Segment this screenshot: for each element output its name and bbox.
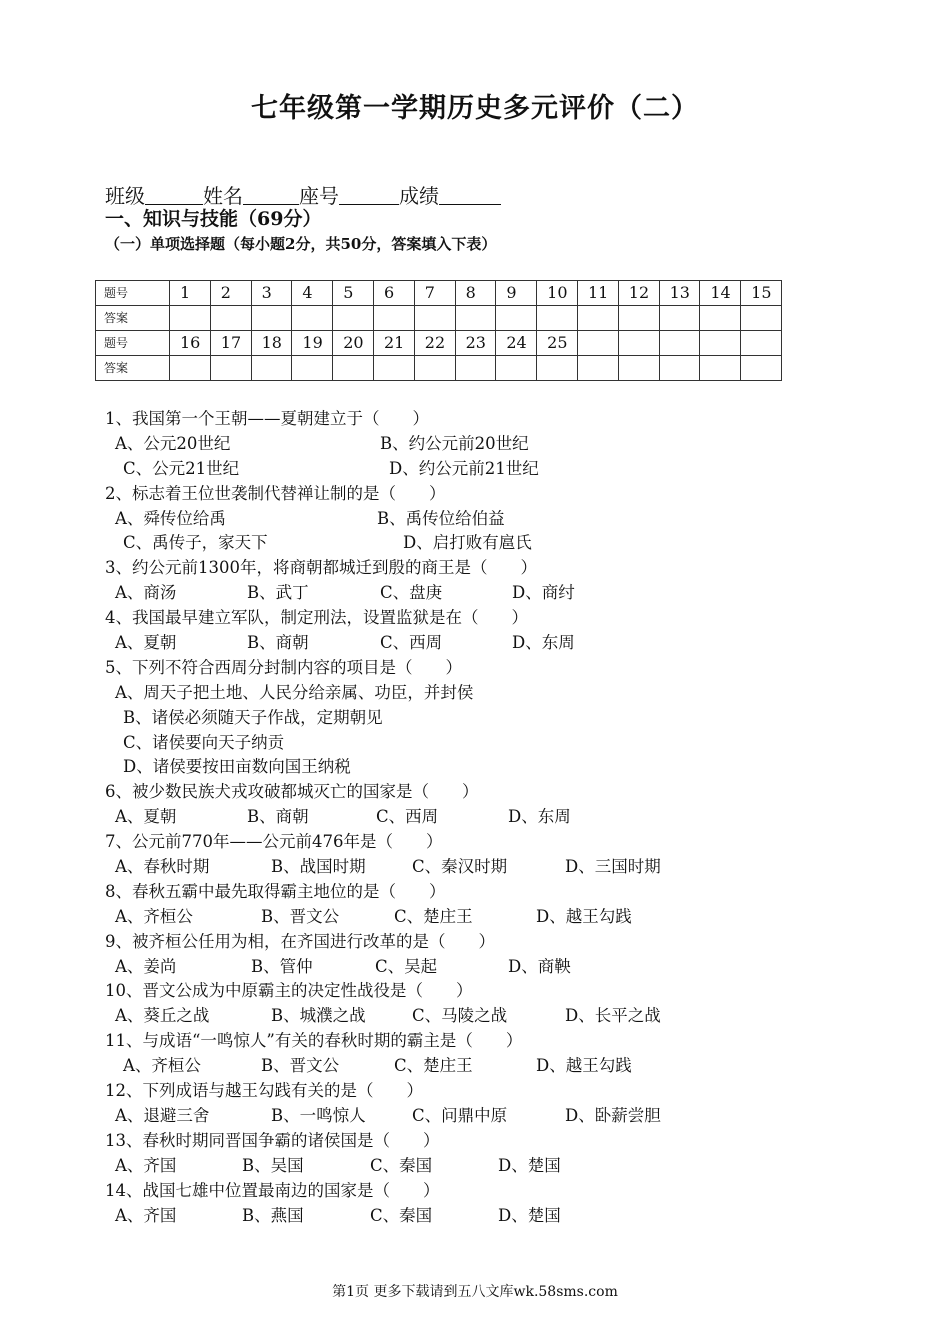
question-number-cell: 21 [373,331,414,356]
question-number-cell: 4 [292,281,333,306]
section-heading: 一、知识与技能（69分） [105,208,322,230]
question-stem: 1、我国第一个王朝——夏朝建立于（ ） [105,409,429,428]
question-stem: 13、春秋时期同晋国争霸的诸侯国是（ ） [105,1130,440,1150]
answer-option: C、问鼎中原 [412,1105,508,1125]
answer-cell[interactable] [700,356,741,381]
option-row [105,681,537,706]
answer-option: D、诸侯要按田亩数向国王纳税 [123,757,351,777]
name-blank[interactable] [243,184,299,205]
answer-cell[interactable] [373,306,414,331]
answer-option: A、商汤 [115,583,177,603]
option-row [105,731,537,756]
number-row-label: 题号 [96,281,170,306]
answer-option: D、楚国 [498,1205,561,1225]
question-number-cell: 25 [537,331,578,356]
answer-cell[interactable] [251,356,292,381]
answer-option: B、管仲 [251,956,313,976]
answer-option: C、西周 [380,633,443,653]
question-number-cell [659,331,700,356]
question-stem: 5、下列不符合西周分封制内容的项目是（ ） [105,657,462,677]
answer-cell[interactable] [700,306,741,331]
option-row [105,1054,632,1079]
answer-option: A、葵丘之战 [115,1006,210,1026]
question-number-cell: 20 [333,331,374,356]
answer-cell[interactable] [618,356,659,381]
answer-cell[interactable] [618,306,659,331]
answer-cell[interactable] [414,356,455,381]
question-item [105,880,632,930]
number-row [96,331,782,356]
answer-option: D、东周 [508,807,571,827]
answer-option: C、秦国 [370,1155,433,1175]
question-number-cell [577,331,618,356]
answer-cell[interactable] [251,306,292,331]
answer-option: D、三国时期 [565,857,661,877]
question-stem: 8、春秋五霸中最先取得霸主地位的是（ ） [105,881,446,901]
seat-label: 座号 [299,184,339,208]
answer-option: C、吴起 [375,956,438,976]
option-row [105,531,537,556]
answer-cell[interactable] [741,306,782,331]
answer-option: C、诸侯要向天子纳贡 [123,732,285,752]
question-item [105,979,661,1029]
option-row [105,1004,661,1029]
question-number-cell [618,331,659,356]
question-number-cell: 16 [170,331,211,356]
answer-option: B、晋文公 [261,1056,340,1076]
answer-option: B、燕国 [242,1205,304,1225]
question-stem: 7、公元前770年——公元前476年是（ ） [105,832,443,852]
answer-cell[interactable] [496,356,537,381]
question-number-cell: 8 [455,281,496,306]
answer-option: B、禹传位给伯益 [377,508,505,528]
question-number-cell [741,331,782,356]
question-stem: 12、下列成语与越王勾践有关的是（ ） [105,1081,423,1101]
answer-option: D、商纣 [512,583,575,603]
page-title: 七年级第一学期历史多元评价（二） [251,93,699,124]
question-item [105,1029,632,1079]
answer-option: B、一鸣惊人 [271,1105,366,1125]
answer-option: C、盘庚 [380,583,443,603]
answer-option: D、越王勾践 [536,1056,632,1076]
answer-option: C、楚庄王 [394,906,473,926]
answer-option: C、楚庄王 [394,1056,473,1076]
answer-row-label: 答案 [96,306,170,331]
question-number-cell: 24 [496,331,537,356]
question-number-cell: 13 [659,281,700,306]
answer-row-label: 答案 [96,356,170,381]
question-item [105,556,575,606]
question-stem: 6、被少数民族犬戎攻破都城灭亡的国家是（ ） [105,782,479,802]
option-row [105,1104,661,1129]
answer-row [96,356,782,381]
question-stem: 2、标志着王位世袭制代替禅让制的是（ ） [105,483,446,503]
answer-cell[interactable] [659,356,700,381]
answer-option: D、越王勾践 [536,906,632,926]
option-row [105,1154,561,1179]
number-row-label: 题号 [96,331,170,356]
answer-option: A、姜尚 [115,956,177,976]
answer-option: D、商鞅 [508,956,571,976]
option-row [105,507,537,532]
answer-option: A、夏朝 [115,633,177,653]
class-label: 班级 [105,184,145,208]
answer-option: B、诸侯必须随天子作战，定期朝见 [123,707,383,727]
answer-option: D、东周 [512,633,575,653]
answer-option: A、齐国 [115,1155,177,1175]
question-item [105,606,575,656]
page-footer: 第1页 更多下载请到五八文库wk.58sms.com [332,1284,618,1300]
answer-cell[interactable] [210,356,251,381]
option-row [105,581,575,606]
answer-option: C、禹传子，家天下 [123,533,268,553]
answer-table [95,280,782,381]
answer-option: B、吴国 [242,1155,304,1175]
answer-option: A、夏朝 [115,807,177,827]
question-number-cell: 14 [700,281,741,306]
question-number-cell: 5 [333,281,374,306]
question-number-cell: 18 [251,331,292,356]
question-number-cell: 6 [373,281,414,306]
answer-option: D、楚国 [498,1155,561,1175]
option-row [105,805,571,830]
answer-cell[interactable] [333,306,374,331]
question-number-cell: 23 [455,331,496,356]
answer-option: D、长平之战 [565,1006,661,1026]
answer-cell[interactable] [659,306,700,331]
question-item [105,407,537,482]
answer-cell[interactable] [414,306,455,331]
question-item [105,780,571,830]
answer-option: D、约公元前21世纪 [389,458,539,478]
question-number-cell: 19 [292,331,333,356]
question-stem: 14、战国七雄中位置最南边的国家是（ ） [105,1180,440,1200]
answer-option: B、战国时期 [271,857,366,877]
answer-option: C、秦汉时期 [412,857,508,877]
answer-cell[interactable] [170,356,211,381]
question-stem: 3、约公元前1300年，将商朝都城迁到殷的商王是（ ） [105,558,537,578]
question-stem: 10、晋文公成为中原霸主的决定性战役是（ ） [105,981,473,1001]
answer-option: A、周天子把土地、人民分给亲属、功臣，并封侯 [115,682,474,702]
score-blank[interactable] [439,184,501,205]
question-number-cell: 1 [170,281,211,306]
answer-option: B、商朝 [247,633,309,653]
answer-option: C、公元21世纪 [123,458,240,478]
answer-cell[interactable] [373,356,414,381]
answer-option: A、春秋时期 [115,857,210,877]
question-list [105,407,661,1228]
question-number-cell: 15 [741,281,782,306]
answer-option: A、舜传位给禹 [115,508,226,528]
question-number-cell [700,331,741,356]
answer-cell[interactable] [741,356,782,381]
question-number-cell: 17 [210,331,251,356]
answer-cell[interactable] [455,306,496,331]
answer-cell[interactable] [292,356,333,381]
answer-option: A、公元20世纪 [115,433,231,453]
question-item [105,1079,661,1129]
option-row [105,1204,561,1229]
answer-option: A、退避三舍 [115,1105,210,1125]
answer-option: D、启打败有扈氏 [403,533,532,553]
question-item [105,930,571,980]
answer-option: B、约公元前20世纪 [380,433,529,453]
answer-cell[interactable] [496,306,537,331]
answer-option: B、商朝 [247,807,309,827]
option-row [105,855,661,880]
section-subheading: （一）单项选择题（每小题2分，共50分，答案填入下表） [105,235,497,253]
answer-option: C、马陵之战 [412,1006,508,1026]
question-item [105,1179,561,1229]
answer-option: C、秦国 [370,1205,433,1225]
question-number-cell: 10 [537,281,578,306]
question-number-cell: 12 [618,281,659,306]
answer-option: C、西周 [376,807,439,827]
option-row [105,457,537,482]
option-row [105,706,537,731]
question-stem: 11、与成语“一鸣惊人”有关的春秋时期的霸主是（ ） [105,1031,523,1051]
number-row [96,281,782,306]
answer-option: D、卧薪尝胆 [565,1105,661,1125]
answer-option: B、城濮之战 [271,1006,366,1026]
question-number-cell: 3 [251,281,292,306]
question-stem: 4、我国最早建立军队，制定刑法，设置监狱是在（ ） [105,608,528,628]
answer-cell[interactable] [170,306,211,331]
question-item [105,482,537,557]
answer-cell[interactable] [537,306,578,331]
option-row [105,631,575,656]
seat-blank[interactable] [339,184,399,205]
answer-option: B、晋文公 [261,906,340,926]
option-row [105,955,571,980]
answer-row [96,306,782,331]
name-label: 姓名 [203,184,243,208]
answer-option: A、齐国 [115,1205,177,1225]
question-number-cell: 11 [577,281,618,306]
answer-cell[interactable] [333,356,374,381]
answer-cell[interactable] [577,306,618,331]
question-number-cell: 7 [414,281,455,306]
question-item [105,1129,561,1179]
option-row [105,432,537,457]
answer-option: B、武丁 [247,583,309,603]
answer-cell[interactable] [537,356,578,381]
answer-cell[interactable] [455,356,496,381]
score-label: 成绩 [399,184,439,208]
question-item [105,656,537,780]
answer-option: A、齐桓公 [115,906,193,926]
class-blank[interactable] [145,184,203,205]
question-stem: 9、被齐桓公任用为相，在齐国进行改革的是（ ） [105,931,495,951]
question-number-cell: 2 [210,281,251,306]
question-item [105,830,661,880]
answer-option: A、齐桓公 [123,1056,201,1076]
option-row [105,905,632,930]
answer-cell[interactable] [210,306,251,331]
option-row [105,755,537,780]
answer-cell[interactable] [292,306,333,331]
answer-cell[interactable] [577,356,618,381]
question-number-cell: 9 [496,281,537,306]
question-number-cell: 22 [414,331,455,356]
